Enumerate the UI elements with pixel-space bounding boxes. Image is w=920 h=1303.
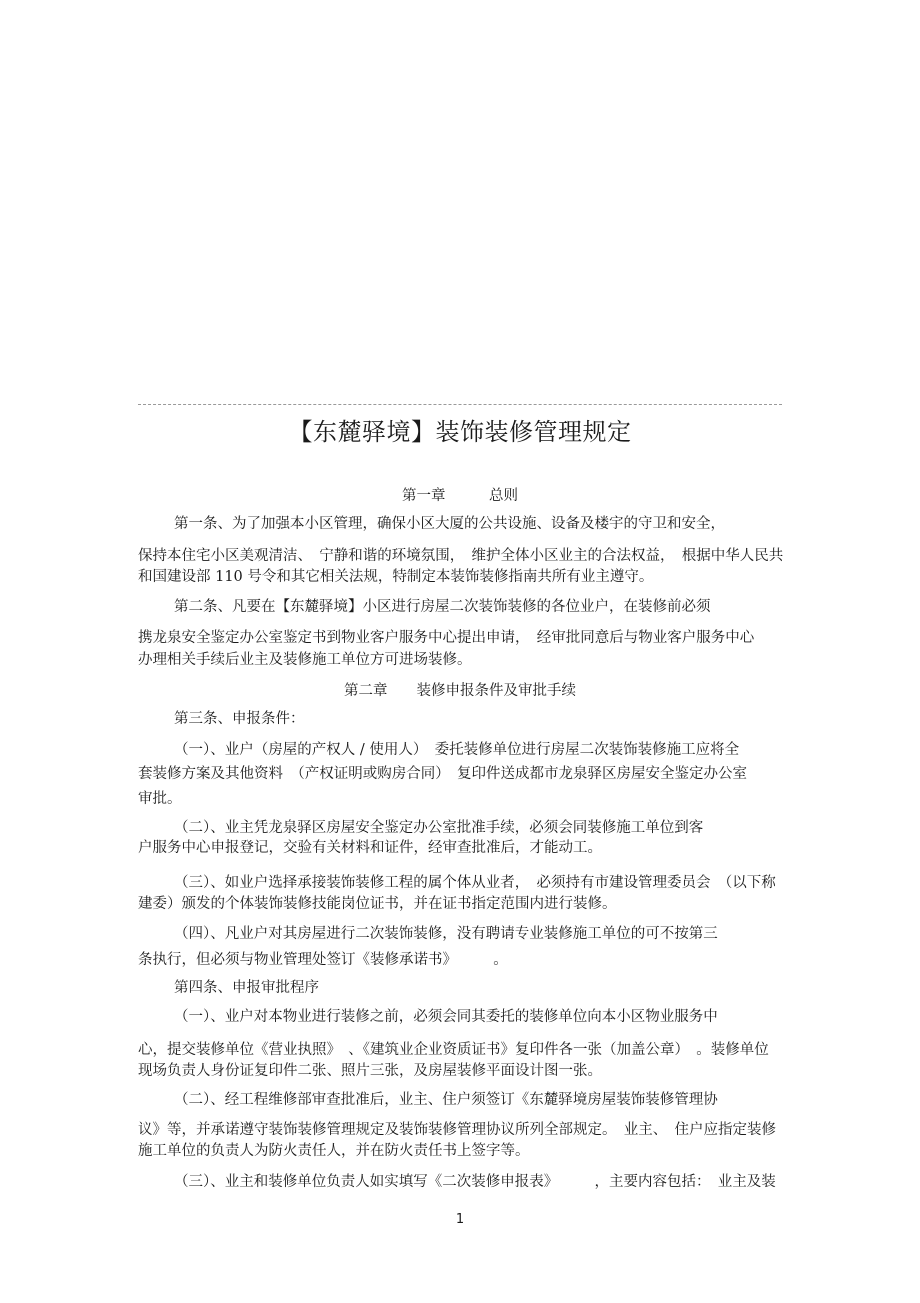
paragraph-line: （一）、业户（房屋的产权人 / 使用人） 委托装修单位进行房屋二次装饰装修施工应将全 (174, 742, 740, 758)
paragraph-line: 第一条、为了加强本小区管理，确保小区大厦的公共设施、设备及楼宇的守卫和安全， (174, 516, 725, 532)
paragraph-line: 审批。 (138, 791, 182, 807)
chapter-heading: 第二章 装修申报条件及审批手续 (344, 683, 576, 699)
paragraph-line: 心，提交装修单位《营业执照》 、《建筑业企业资质证书》复印件各一张（加盖公章） 。装修单位 (138, 1042, 769, 1058)
paragraph-line: 第三条、申报条件： (174, 711, 305, 727)
paragraph-line: 和国建设部 110 号令和其它相关法规，特制定本装饰装修指南共所有业主遵守。 (138, 569, 654, 585)
header-divider (138, 404, 782, 405)
paragraph-line: 施工单位的负责人为防火责任人，并在防火责任书上签字等。 (138, 1143, 530, 1159)
paragraph-line: 现场负责人身份证复印件二张、照片三张，及房屋装修平面设计图一张。 (138, 1063, 602, 1079)
paragraph-line: 第四条、申报审批程序 (174, 980, 319, 996)
chapter-heading: 第一章 总则 (402, 488, 518, 504)
paragraph-line: （三）、业主和装修单位负责人如实填写《二次装修申报表》 ，主要内容包括： 业主及装 (174, 1174, 776, 1190)
paragraph-line: 保持本住宅小区美观清洁、 宁静和谐的环境氛围， 维护全体小区业主的合法权益， 根据中华人民共 (138, 548, 784, 564)
paragraph-line: 第二条、凡要在【东麓驿境】小区进行房屋二次装饰装修的各位业户，在装修前必须 (174, 599, 711, 615)
paragraph-line: （二）、业主凭龙泉驿区房屋安全鉴定办公室批准手续，必须会同装修施工单位到客 (174, 820, 704, 836)
page-number: 1 (455, 1212, 465, 1227)
paragraph-line: （二）、经工程维修部审查批准后，业主、住户须签订《东麓驿境房屋装饰装修管理协 (174, 1092, 718, 1108)
paragraph-line: 条执行，但必须与物业管理处签订《装修承诺书》 。 (138, 952, 508, 968)
paragraph-line: （一）、业户对本物业进行装修之前，必须会同其委托的装修单位向本小区物业服务中 (174, 1009, 718, 1025)
paragraph-line: 套装修方案及其他资料 （产权证明或购房合同） 复印件送成都市龙泉驿区房屋安全鉴定办公室 (138, 766, 747, 782)
paragraph-line: （三）、如业户选择承接装饰装修工程的属个体从业者， 必须持有市建设管理委员会 （以下称 (174, 875, 776, 891)
paragraph-line: （四）、凡业户对其房屋进行二次装饰装修，没有聘请专业装修施工单位的可不按第三 (174, 926, 718, 942)
paragraph-line: 建委）颁发的个体装饰装修技能岗位证书，并在证书指定范围内进行装修。 (138, 896, 617, 912)
paragraph-line: 办理相关手续后业主及装修施工单位方可进场装修。 (138, 652, 472, 668)
paragraph-line: 户服务中心申报登记，交验有关材料和证件，经审查批准后，才能动工。 (138, 840, 602, 856)
document-title: 【东麓驿境】装饰装修管理规定 (288, 418, 632, 446)
paragraph-line: 携龙泉安全鉴定办公室鉴定书到物业客户服务中心提出申请， 经审批同意后与物业客户服务中心 (138, 630, 755, 646)
paragraph-line: 议》等，并承诺遵守装饰装修管理规定及装饰装修管理协议所列全部规定。 业主、 住户应指定装修 (138, 1122, 776, 1138)
